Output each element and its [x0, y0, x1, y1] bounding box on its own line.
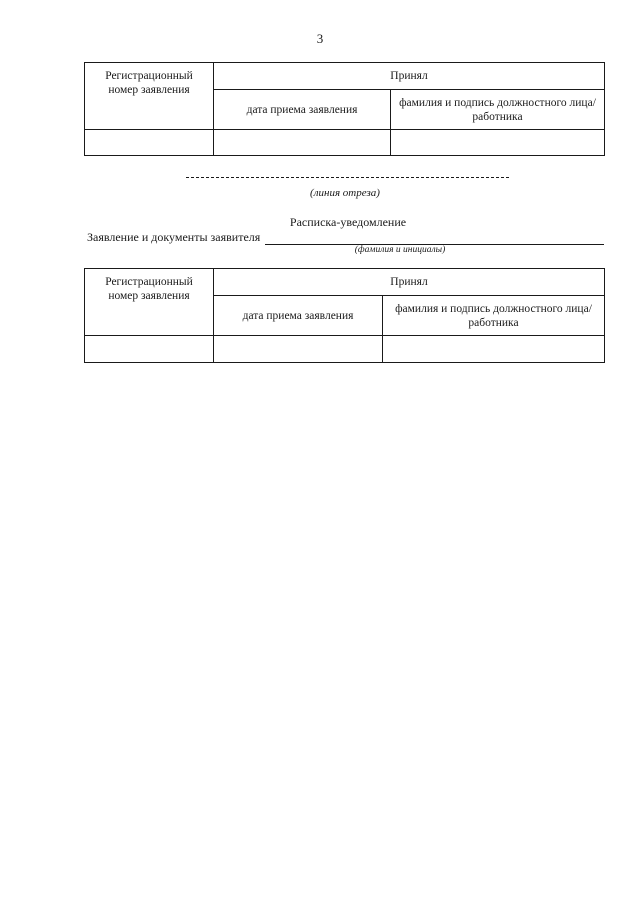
date-header: дата приема заявления — [214, 90, 391, 130]
cut-line — [186, 177, 509, 178]
date-cell[interactable] — [214, 130, 391, 156]
accepted-header: Принял — [214, 63, 605, 90]
registration-table-bottom — [84, 268, 605, 363]
receipt-statement-row — [87, 230, 604, 245]
reg-number-header: Регистрационный номер заявления — [85, 63, 214, 130]
reg-number-header: Регистрационный номер заявления — [85, 269, 214, 336]
date-header: дата приема заявления — [214, 296, 383, 336]
applicant-name-field[interactable] — [265, 233, 604, 245]
registration-table-top — [84, 62, 605, 156]
date-cell[interactable] — [214, 336, 383, 363]
accepted-header: Принял — [214, 269, 605, 296]
signature-cell[interactable] — [391, 130, 605, 156]
signature-header: фамилия и подпись должностного лица/работника — [383, 296, 605, 336]
receipt-title: Расписка-уведомление — [289, 215, 407, 229]
receipt-statement-label: Заявление и документы заявителя — [87, 230, 261, 244]
cut-line-label: (линия отреза) — [310, 187, 380, 199]
signature-cell[interactable] — [383, 336, 605, 363]
signature-header: фамилия и подпись должностного лица/работника — [391, 90, 605, 130]
receipt-name-hint: (фамилия и инициалы) — [354, 245, 446, 255]
reg-number-cell[interactable] — [85, 336, 214, 363]
page-number: 3 — [316, 31, 324, 46]
reg-number-cell[interactable] — [85, 130, 214, 156]
